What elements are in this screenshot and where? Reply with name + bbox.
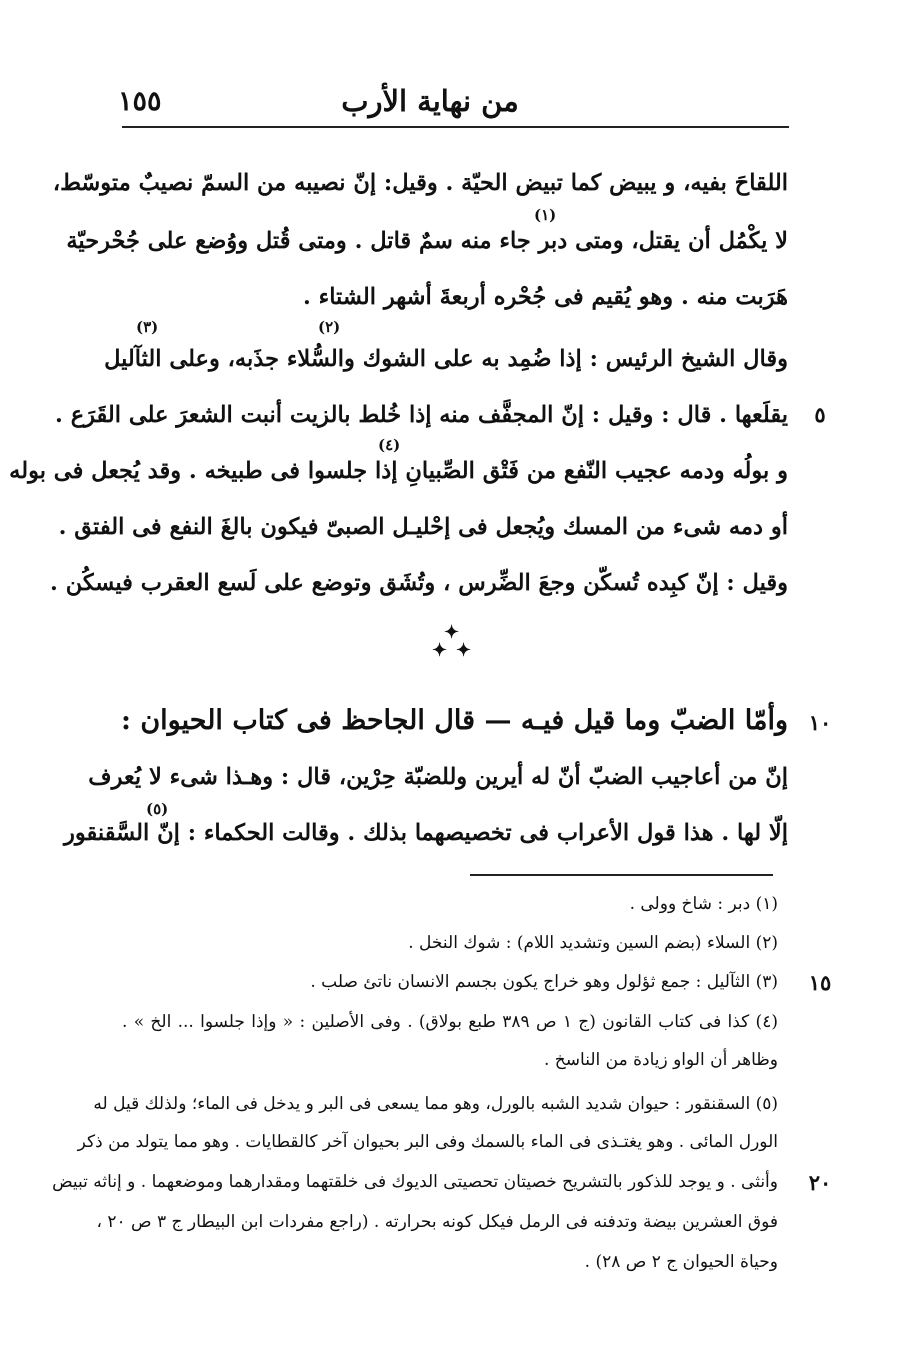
footnote-5-line-3: وأنثى . و يوجد للذكور بالتشريح خصيتان تحصيتى الديوك فى خلقتهما ومقدارهما وموضعهما . و إناثه تبيض xyxy=(52,1172,778,1192)
body-line-8: وقيل : إنّ كبِده تُسكّن وجعَ الضِّرس ، وتُشَق وتوضع على لَسع العقرب فيسكُن . xyxy=(50,570,788,596)
section-heading-line: وأمّا الضبّ وما قيل فيـه — قال الجاحظ فى كتاب الحيوان : xyxy=(120,705,788,736)
footnote-2: (٢) السلاء (بضم السين وتشديد اللام) : شوك النخل . xyxy=(408,933,778,953)
footnote-3: (٣) الثآليل : جمع ثؤلول وهو خراج يكون بجسم الانسان ناتئ صلب . xyxy=(310,972,778,992)
section-divider-ornament: ✦ ✦ ✦ xyxy=(432,622,472,661)
body-line-3: هَرَبت منه . وهو يُقيم فى جُحْره أربعةَ أشهر الشتاء . xyxy=(302,284,788,310)
footnote-marker-1: (١) xyxy=(534,206,557,224)
footnote-5-line-5: وحياة الحيوان ج ٢ ص ٢٨) . xyxy=(584,1252,778,1272)
footnote-4-continued: وظاهر أن الواو زيادة من الناسخ . xyxy=(544,1050,778,1070)
page-number: ١٥٥ xyxy=(118,86,162,117)
line-number-10: ١٠ xyxy=(808,710,832,735)
footnote-5-line-2: الورل المائى . وهو يغتـذى فى الماء بالسمك وفى البر بحيوان آخر كالقطايات . وهو مما يتولد من ذكر xyxy=(77,1132,778,1152)
footnote-4: (٤) كذا فى كتاب القانون (ج ١ ص ٣٨٩ طبع بولاق) . وفى الأصلين : « وإذا جلسوا ... الخ » . xyxy=(122,1012,778,1032)
body-line-4: وقال الشيخ الرئيس : إذا ضُمِد به على الشوك والسُّلاء جذَبه، وعلى الثآليل xyxy=(104,346,788,372)
footnote-5: (٥) السقنقور : حيوان شديد الشبه بالورل، وهو مما يسعى فى البر و يدخل فى الماء؛ ولذلك قيل له xyxy=(93,1094,778,1114)
footnote-1: (١) دبر : شاخ وولى . xyxy=(629,894,778,914)
body-line-1: اللقاحَ بفيه، و يبيض كما تبيض الحيّة . وقيل: إنّ نصيبه من السمّ نصيبٌ متوسّط، xyxy=(52,170,788,196)
header-rule xyxy=(122,126,789,128)
line-number-15: ١٥ xyxy=(808,970,832,995)
line-number-5: ٥ xyxy=(814,402,826,427)
footnote-marker-5: (٥) xyxy=(146,800,169,818)
running-header-title: من نهاية الأرب xyxy=(341,84,519,118)
section-line-2: إنّ من أعاجيب الضبّ أنّ له أيرين وللضبّة حِرْين، قال : وهـذا شىء لا يُعرف xyxy=(88,764,788,790)
section-line-3: إلّا لها . هذا قول الأعراب فى تخصيصهما بذلك . وقالت الحكماء : إنّ السَّقنقور xyxy=(64,820,788,846)
footnote-marker-4: (٤) xyxy=(378,436,401,454)
footnote-marker-3: (٣) xyxy=(136,318,159,336)
line-number-20: ٢٠ xyxy=(808,1170,832,1195)
body-line-6: و بولُه ودمه عجيب النّفع من فَتْق الصِّبيانِ إذا جلسوا فى طبيخه . وقد يُجعل فى بوله xyxy=(9,458,788,484)
body-line-2: لا يكْمُل أن يقتل، ومتى دبر جاء منه سمٌ قاتل . ومتى قُتل ووُضع على جُحْرحيّة xyxy=(66,228,788,254)
footnote-marker-2: (٢) xyxy=(318,318,341,336)
body-line-5: يقلَعها . قال : وقيل : إنّ المجفَّف منه إذا خُلط بالزيت أنبت الشعرَ على القَرَع . xyxy=(55,402,788,428)
footnote-rule xyxy=(470,874,773,876)
footnote-5-line-4: فوق العشرين بيضة وتدفنه فى الرمل فيكل كونه بحرارته . (راجع مفردات ابن البيطار ج ٣ ص ٢٠ ، xyxy=(96,1212,778,1232)
body-line-7: أو دمه شىء من المسك ويُجعل فى إحْليـل الصبىّ فيكون بالغَ النفع فى الفتق . xyxy=(58,514,788,540)
